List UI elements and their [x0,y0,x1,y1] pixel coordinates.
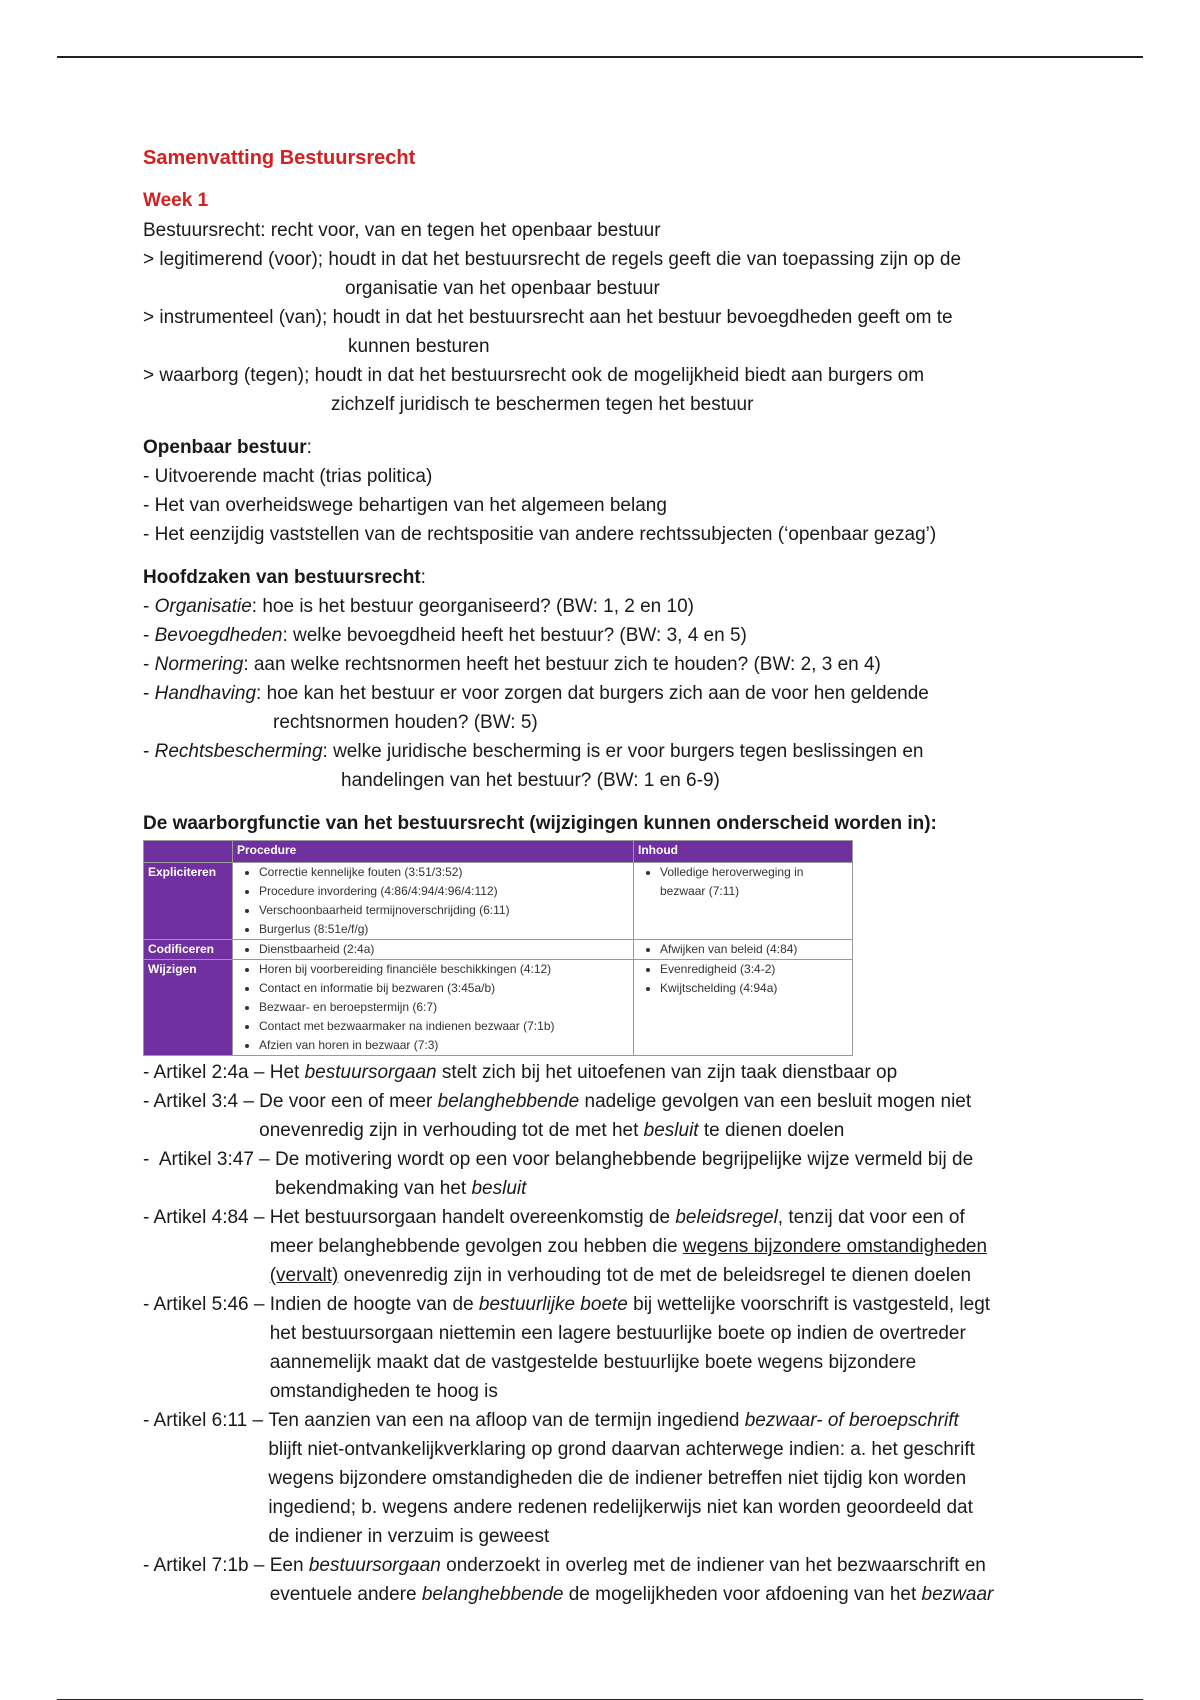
artikel-label: - Artikel 7:1b – [143,1555,270,1576]
intro-item-continuation: kunnen besturen [348,336,490,357]
artikelen-list [143,1058,1063,1609]
list-item: - Organisatie: hoe is het bestuur georganiseerd? (BW: 1, 2 en 10) [143,596,694,617]
list-item: • Afzien van horen in bezwaar (7:3) [259,1036,629,1055]
artikel-text [275,1145,1063,1203]
inhoud-cell [634,960,853,1056]
list-item: • Verschoonbaarheid termijnoverschrijding (6:11) [259,901,629,920]
week-heading: Week 1 [143,190,209,211]
text: omstandigheden te hoog is [269,1381,498,1402]
section-heading: De waarborgfunctie van het bestuursrecht (wijzigingen kunnen onderscheid worden in): [143,813,937,834]
text: de indiener in verzuim is geweest [268,1526,550,1547]
list-item: • Volledige heroverweging in bezwaar (7:11) [660,863,848,901]
section-heading: Hoofdzaken van bestuursrecht [143,567,421,588]
inhoud-cell [634,863,853,940]
text-italic: besluit [471,1178,527,1199]
procedure-cell [233,960,634,1056]
text: bekendmaking van het [275,1178,472,1199]
text-italic: bezwaar [921,1584,994,1605]
list-item: • Contact met bezwaarmaker na indienen bezwaar (7:1b) [259,1017,629,1036]
intro-item-text: houdt in dat het bestuursrecht ook de mogelijkheid biedt aan burgers om [314,365,925,386]
text: De motivering wordt op een voor belanghebbende begrijpelijke wijze vermeld bij de [275,1149,974,1170]
intro-definition: Bestuursrecht: recht voor, van en tegen het openbaar bestuur [143,220,661,241]
artikel-text [270,1058,1063,1087]
text: Het bestuursorgaan handelt overeenkomstig de [269,1207,676,1228]
table-row [144,960,853,1056]
artikel-label: - Artikel 4:84 – [143,1207,270,1228]
heading-colon: : [306,437,312,458]
row-header: Expliciteren [144,863,233,940]
text-italic: besluit [643,1120,699,1141]
section-heading: Openbaar bestuur [143,437,307,458]
text: meer belanghebbende gevolgen zou hebben die [269,1236,683,1257]
row-header: Codificeren [144,940,233,960]
heading-colon: : [420,567,426,588]
artikel-text [270,1551,1063,1609]
term: Organisatie [154,596,252,617]
openbaar-bestuur-section [143,433,1063,549]
intro-item-waarborg [143,361,1063,419]
text-underlined: (vervalt) [269,1265,339,1286]
text: onevenredig zijn in verhouding tot de met de beleidsregel te dienen doelen [338,1265,972,1286]
text: het bestuursorgaan niettemin een lagere bestuurlijke boete op indien de overtreder [269,1323,966,1344]
table-corner [144,841,233,863]
term: Bevoegdheden [154,625,283,646]
text: wegens bijzondere omstandigheden die de indiener betreffen niet tijdig kon worden [268,1468,967,1489]
intro-item-lead: > instrumenteel (van); [143,307,333,328]
list-item: - Het van overheidswege behartigen van het algemeen belang [143,495,667,516]
waarborg-section [143,809,1063,1056]
intro-item-text: houdt in dat het bestuursrecht de regels geeft die van toepassing zijn op de [328,249,962,270]
artikel-text [268,1406,1063,1551]
artikel-text [270,1203,1063,1290]
text: aannemelijk maakt dat de vastgestelde bestuurlijke boete wegens bijzondere [269,1352,917,1373]
term-description: : aan welke rechtsnormen heeft het bestuur zich te houden? (BW: 2, 3 en 4) [243,654,881,675]
term-continuation: rechtsnormen houden? (BW: 5) [273,712,538,733]
text: eventuele andere [269,1584,422,1605]
intro-item-legitimerend [143,245,1063,303]
artikel-6-11 [143,1406,1063,1551]
list-item: • Procedure invordering (4:86/4:94/4:96/4:112) [259,882,629,901]
artikel-3-47 [143,1145,1063,1203]
text: , tenzij dat voor een of [777,1207,965,1228]
list-item: • Correctie kennelijke fouten (3:51/3:52) [259,863,629,882]
list-item: • Horen bij voorbereiding financiële beschikkingen (4:12) [259,960,629,979]
text: De voor een of meer [259,1091,438,1112]
waarborg-table [143,840,853,1056]
artikel-5-46 [143,1290,1063,1406]
text-italic: bestuursorgaan [304,1062,437,1083]
text-italic: bezwaar- of beroepschrift [744,1410,959,1431]
intro-item-text: houdt in dat het bestuursrecht aan het bestuur bevoegdheden geeft om te [332,307,953,328]
artikel-7-1b [143,1551,1063,1609]
document-title: Samenvatting Bestuursrecht [143,147,416,169]
list-item: - Het eenzijdig vaststellen van de rechtspositie van andere rechtssubjecten (‘openbaar gezag’) [143,524,937,545]
list-item: • Contact en informatie bij bezwaren (3:45a/b) [259,979,629,998]
table-row [144,940,853,960]
list-item: • Bezwaar- en beroepstermijn (6:7) [259,998,629,1017]
text: onevenredig zijn in verhouding tot de met het [259,1120,644,1141]
text: Een [269,1555,309,1576]
term-description: : welke bevoegdheid heeft het bestuur? (BW: 3, 4 en 5) [282,625,747,646]
list-item: - Normering: aan welke rechtsnormen heeft het bestuur zich te houden? (BW: 2, 3 en 4) [143,654,881,675]
term-description: : welke juridische bescherming is er voor burgers tegen beslissingen en [322,741,924,762]
term-continuation: handelingen van het bestuur? (BW: 1 en 6-9) [341,770,720,791]
text: nadelige gevolgen van een besluit mogen niet [579,1091,972,1112]
list-item: • Evenredigheid (3:4-2) [660,960,848,979]
artikel-label: - Artikel 2:4a – [143,1062,270,1083]
text: Indien de hoogte van de [269,1294,479,1315]
row-header: Wijzigen [144,960,233,1056]
intro-item-instrumenteel [143,303,1063,361]
term: Rechtsbescherming [154,741,323,762]
artikel-label: - Artikel 3:4 – [143,1091,260,1112]
text-italic: belanghebbende [421,1584,564,1605]
text: te dienen doelen [698,1120,845,1141]
artikel-label: - Artikel 6:11 – [143,1410,269,1431]
list-item: • Burgerlus (8:51e/f/g) [259,920,629,939]
text-underlined: wegens bijzondere omstandigheden [682,1236,988,1257]
term: Handhaving [154,683,257,704]
artikel-label: - Artikel 3:47 – [143,1149,276,1170]
text-italic: beleidsregel [675,1207,778,1228]
text: ingediend; b. wegens andere redenen redelijkerwijs niet kan worden geoordeeld dat [268,1497,973,1518]
text: blijft niet-ontvankelijkverklaring op grond daarvan achterwege indien: a. het geschrift [268,1439,975,1460]
list-item: - Rechtsbescherming: welke juridische bescherming is er voor burgers tegen beslissingen en handelingen van het bestuur? (BW: 1 en 6-9) [143,737,1063,795]
text-italic: belanghebbende [437,1091,580,1112]
artikel-label: - Artikel 5:46 – [143,1294,270,1315]
term-description: : hoe kan het bestuur er voor zorgen dat burgers zich aan de voor hen geldende [256,683,929,704]
text: stelt zich bij het uitoefenen van zijn taak dienstbaar op [436,1062,898,1083]
intro-item-lead: > waarborg (tegen); [143,365,315,386]
intro-item-continuation: zichzelf juridisch te beschermen tegen het bestuur [331,394,754,415]
table-row [144,863,853,940]
list-item: • Kwijtschelding (4:94a) [660,979,848,998]
column-header-inhoud: Inhoud [634,841,853,863]
intro-item-continuation: organisatie van het openbaar bestuur [345,278,660,299]
artikel-text [259,1087,1063,1145]
artikel-3-4 [143,1087,1063,1145]
text: bij wettelijke voorschrift is vastgesteld, legt [627,1294,991,1315]
text-italic: bestuursorgaan [308,1555,441,1576]
text: Ten aanzien van een na afloop van de termijn ingediend [268,1410,745,1431]
text: onderzoekt in overleg met de indiener van het bezwaarschrift en [440,1555,986,1576]
text: de mogelijkheden voor afdoening van het [563,1584,922,1605]
artikel-2-4a [143,1058,1063,1087]
list-item: • Afwijken van beleid (4:84) [660,940,848,959]
list-item: - Bevoegdheden: welke bevoegdheid heeft het bestuur? (BW: 3, 4 en 5) [143,625,747,646]
text-italic: bestuurlijke boete [478,1294,628,1315]
hoofdzaken-section [143,563,1063,795]
column-header-procedure: Procedure [233,841,634,863]
inhoud-cell [634,940,853,960]
intro-item-lead: > legitimerend (voor); [143,249,329,270]
list-item: - Handhaving: hoe kan het bestuur er voor zorgen dat burgers zich aan de voor hen geldende rechtsnormen houden? (BW: 5) [143,679,1063,737]
artikel-4-84 [143,1203,1063,1290]
list-item: • Dienstbaarheid (2:4a) [259,940,629,959]
text: Het [269,1062,305,1083]
procedure-cell [233,863,634,940]
term-description: : hoe is het bestuur georganiseerd? (BW: 1, 2 en 10) [251,596,694,617]
top-rule [57,56,1143,58]
procedure-cell [233,940,634,960]
term: Normering [154,654,244,675]
artikel-text [270,1290,1063,1406]
document-page [143,140,1063,1609]
list-item: - Uitvoerende macht (trias politica) [143,466,433,487]
